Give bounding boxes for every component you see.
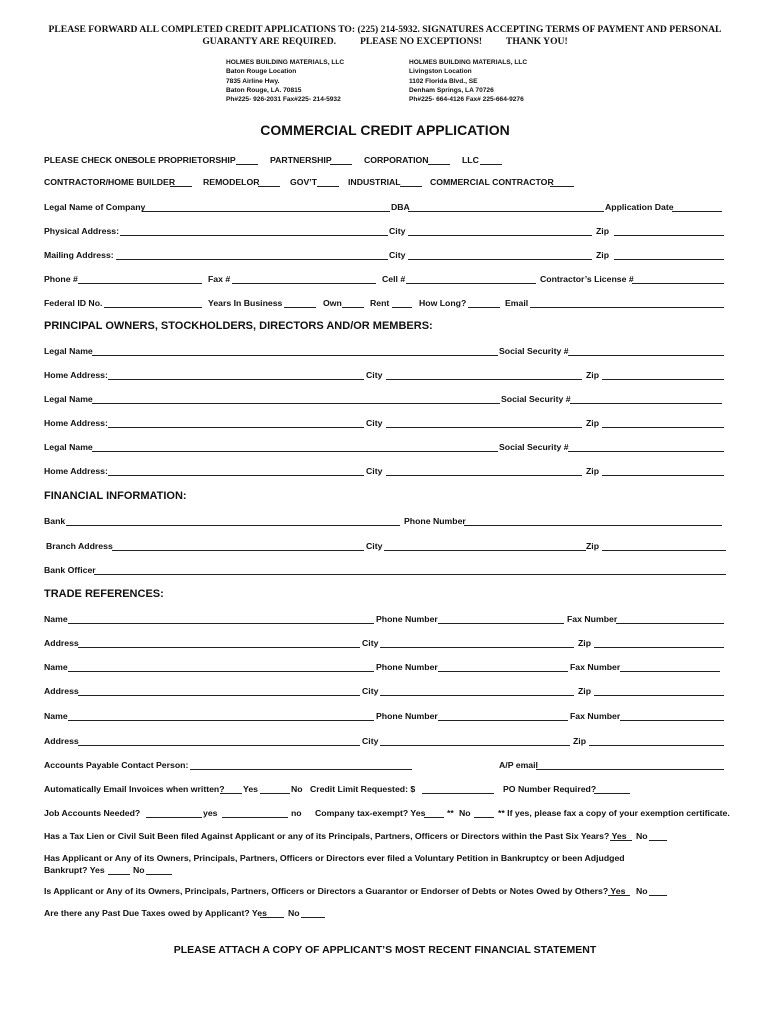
bank-label: Bank [44,516,66,526]
city-label: City [362,686,379,696]
ssn-label: Social Security # [499,346,569,356]
phone-number-label: Phone Number [376,662,438,672]
bankruptcy-yes-blank[interactable] [108,874,130,875]
trade-3-phone-field[interactable] [438,720,568,721]
yes-label: Yes [243,784,258,794]
mailing-address-field[interactable] [116,259,388,260]
tax-note: ** If yes, please fax a copy of your exemption certificate. [498,808,730,818]
owner-1-city-field[interactable] [386,379,582,380]
trade-1-city-field[interactable] [380,647,574,648]
owner-1-zip-field[interactable] [602,379,724,380]
sole-proprietorship-blank[interactable] [236,164,258,165]
owner-2-zip-field[interactable] [602,427,724,428]
street-address: 1102 Florida Blvd., SE [409,77,478,85]
job-accounts-label: Job Accounts Needed? [44,808,141,818]
bankruptcy-question-line-2: Bankrupt? Yes [44,865,105,875]
po-required-field[interactable] [594,793,630,794]
phone-fax: Ph#225- 664-4126 Fax# 225-664-9276 [409,96,524,104]
city-label: City [366,370,383,380]
city-label: City [362,736,379,746]
mailing-zip-field[interactable] [614,259,724,260]
phone-number-label: Phone Number [404,516,466,526]
option-govt: GOV’T [290,177,318,187]
how-long-label: How Long? [419,298,467,308]
trade-3-address-field[interactable] [78,745,360,746]
auto-email-yes-blank[interactable] [220,793,242,794]
zip-label: Zip [578,686,592,696]
phone-number-label: Phone Number [376,711,438,721]
tax-stars: ** [447,808,454,818]
application-date-label: Application Date [605,202,674,212]
trade-1-fax-field[interactable] [616,623,724,624]
corporation-blank[interactable] [428,164,450,165]
zip-label: Zip [586,370,600,380]
own-label: Own [323,298,342,308]
trade-2-zip-field[interactable] [594,695,724,696]
branch-address-field[interactable] [112,550,364,551]
job-accounts-yes-blank[interactable] [146,817,202,818]
trade-3-zip-field[interactable] [589,745,724,746]
tax-exempt-yes-blank[interactable] [424,817,444,818]
guarantor-question: Is Applicant or Any of its Owners, Principals, Partners, Officers or Directors a Guarantor or Endorser of Debts or Notes Owed by Others? Yes [44,886,626,896]
home-address-label: Home Address: [44,370,108,380]
notice-line-2: GUARANTY ARE REQUIRED. PLEASE NO EXCEPTIONS! THANK YOU! [202,36,568,47]
no-lower-label: no [291,808,302,818]
owner-1-address-field[interactable] [108,379,364,380]
option-remodelor: REMODELOR [203,177,260,187]
phone-field[interactable] [78,283,202,284]
dba-field[interactable] [408,211,604,212]
fax-label: Fax # [208,274,231,284]
owner-2-address-field[interactable] [108,427,364,428]
mailing-address-label: Mailing Address: [44,250,114,260]
location-name: Baton Rouge Location [226,68,297,76]
auto-email-no-blank[interactable] [260,793,290,794]
trade-1-name-field[interactable] [68,623,374,624]
dba-label: DBA [391,202,410,212]
header-notice [40,24,730,48]
auto-email-label: Automatically Email Invoices when written? [44,784,225,794]
owner-3-legal-name-field[interactable] [92,451,498,452]
legal-name-label: Legal Name of Company [44,202,146,212]
bankruptcy-question-line-1: Has Applicant or Any of its Owners, Principals, Partners, Officers or Directors ever filed a Voluntary Petition in Bankruptcy or been Adjudged [44,853,625,863]
trade-2-address-field[interactable] [78,695,360,696]
ssn-label: Social Security # [501,394,571,404]
city-label: City [362,638,379,648]
company-name: HOLMES BUILDING MATERIALS, LLC [226,59,345,66]
trade-references-heading: TRADE REFERENCES: [44,588,164,600]
owner-3-ssn-field[interactable] [568,451,724,452]
phone-number-label: Phone Number [376,614,438,624]
rent-field[interactable] [392,307,412,308]
address-label: Address [44,736,79,746]
yes-lower-label: yes [203,808,218,818]
trade-3-fax-field[interactable] [620,720,724,721]
years-in-business-label: Years In Business [208,298,283,308]
zip-label: Zip [573,736,587,746]
own-field[interactable] [342,307,364,308]
notice-line-1: PLEASE FORWARD ALL COMPLETED CREDIT APPLICATIONS TO: (225) 214-5932. SIGNATURES ACCEPTING TERMS OF PAYMENT AND PERSONAL [48,24,722,35]
remodelor-blank[interactable] [258,186,280,187]
trade-3-name-field[interactable] [68,720,374,721]
physical-zip-field[interactable] [614,235,724,236]
branch-city-field[interactable] [384,550,586,551]
guarantor-yes-blank[interactable] [608,895,630,896]
job-accounts-no-blank[interactable] [222,817,288,818]
trade-1-phone-field[interactable] [438,623,564,624]
name-label: Name [44,614,68,624]
form-title: COMMERCIAL CREDIT APPLICATION [260,122,510,138]
zip-label: Zip [586,541,600,551]
cell-label: Cell # [382,274,406,284]
option-commercial-contractor: COMMERCIAL CONTRACTOR [430,177,554,187]
owner-3-city-field[interactable] [386,475,582,476]
zip-label: Zip [586,466,600,476]
tax-lien-yes-blank[interactable] [610,840,632,841]
financial-statement-notice: PLEASE ATTACH A COPY OF APPLICANT’S MOST RECENT FINANCIAL STATEMENT [173,944,597,956]
tax-lien-question: Has a Tax Lien or Civil Suit Been filed Against Applicant or any of its Principals, Partners, Officers or Directors within the Past Six Years? Yes [44,831,627,841]
no-label: No [636,831,648,841]
guarantor-no-blank[interactable] [649,895,667,896]
tax-lien-no-blank[interactable] [649,840,667,841]
no-label: No [636,886,648,896]
branch-zip-field[interactable] [602,550,726,551]
owner-3-zip-field[interactable] [602,475,724,476]
bank-field[interactable] [66,525,400,526]
street-address: 7835 Airline Hwy. [226,77,280,85]
owner-3-address-field[interactable] [108,475,364,476]
physical-address-label: Physical Address: [44,226,120,236]
trade-2-phone-field[interactable] [438,671,568,672]
address-label: Address [44,686,79,696]
financial-heading: FINANCIAL INFORMATION: [44,490,187,502]
option-partnership: PARTNERSHIP [270,155,332,165]
owner-1-ssn-field[interactable] [568,355,724,356]
application-date-field[interactable] [672,211,722,212]
trade-2-fax-field[interactable] [620,671,720,672]
industrial-blank[interactable] [400,186,422,187]
phone-fax: Ph#225- 926-2031 Fax#225- 214-5932 [226,96,341,104]
contractor-blank[interactable] [170,186,192,187]
past-due-yes-blank[interactable] [260,917,284,918]
option-corporation: CORPORATION [364,155,429,165]
past-due-no-blank[interactable] [301,917,325,918]
mailing-city-field[interactable] [408,259,592,260]
option-sole-proprietorship: SOLE PROPRIETORSHIP [132,155,236,165]
zip-label: Zip [596,250,610,260]
govt-blank[interactable] [317,186,339,187]
fax-number-label: Fax Number [570,711,621,721]
option-industrial: INDUSTRIAL [348,177,401,187]
credit-limit-field[interactable] [422,793,494,794]
rent-label: Rent [370,298,390,308]
email-field[interactable] [530,307,724,308]
contractor-license-field[interactable] [632,283,724,284]
bank-officer-label: Bank Officer [44,565,96,575]
legal-name-field[interactable] [142,211,390,212]
city-state-zip: Baton Rouge, LA. 70815 [226,86,302,94]
trade-2-name-field[interactable] [68,671,374,672]
city-label: City [389,250,406,260]
ap-email-label: A/P email [499,760,538,770]
years-in-business-field[interactable] [284,307,316,308]
zip-label: Zip [578,638,592,648]
fax-number-label: Fax Number [570,662,621,672]
name-label: Name [44,662,68,672]
ap-email-field[interactable] [536,769,724,770]
po-required-label: PO Number Required? [503,784,597,794]
how-long-field[interactable] [468,307,500,308]
no-label: No [133,865,145,875]
company-name: HOLMES BUILDING MATERIALS, LLC [409,59,528,66]
city-label: City [366,466,383,476]
ap-contact-field[interactable] [190,769,412,770]
fax-number-label: Fax Number [567,614,618,624]
location-baton-rouge [226,58,344,104]
legal-name-label: Legal Name [44,394,93,404]
address-label: Address [44,638,79,648]
trade-2-city-field[interactable] [380,695,574,696]
owner-2-legal-name-field[interactable] [92,403,500,404]
bank-officer-field[interactable] [94,574,726,575]
credit-limit-label: Credit Limit Requested: $ [310,784,416,794]
no-label: No [291,784,303,794]
owners-heading: PRINCIPAL OWNERS, STOCKHOLDERS, DIRECTORS AND/OR MEMBERS: [44,320,433,332]
email-label: Email [505,298,529,308]
name-label: Name [44,711,68,721]
option-llc: LLC [462,155,479,165]
tax-exempt-label: Company tax-exempt? Yes [315,808,426,818]
location-name: Livingston Location [409,68,472,76]
owner-2-ssn-field[interactable] [570,403,722,404]
legal-name-label: Legal Name [44,346,93,356]
ap-contact-label: Accounts Payable Contact Person: [44,760,189,770]
physical-address-field[interactable] [120,235,388,236]
home-address-label: Home Address: [44,418,108,428]
ssn-label: Social Security # [499,442,569,452]
federal-id-field[interactable] [104,307,202,308]
city-label: City [366,418,383,428]
tax-exempt-no-blank[interactable] [474,817,494,818]
partnership-blank[interactable] [330,164,352,165]
no-label: No [288,908,300,918]
past-due-taxes-question: Are there any Past Due Taxes owed by Applicant? Yes [44,908,267,918]
bankruptcy-no-blank[interactable] [146,874,172,875]
legal-name-label: Legal Name [44,442,93,452]
tax-no-label: No [459,808,471,818]
owner-1-legal-name-field[interactable] [92,355,498,356]
bank-phone-field[interactable] [464,525,722,526]
city-label: City [366,541,383,551]
city-state-zip: Denham Springs, LA 70726 [409,86,494,94]
city-label: City [389,226,406,236]
trade-1-address-field[interactable] [78,647,360,648]
fax-field[interactable] [232,283,376,284]
physical-city-field[interactable] [408,235,592,236]
zip-label: Zip [596,226,610,236]
option-contractor: CONTRACTOR/HOME BUILDER [44,177,176,187]
commercial-contractor-blank[interactable] [550,186,574,187]
cell-field[interactable] [406,283,536,284]
home-address-label: Home Address: [44,466,108,476]
contractor-license-label: Contractor’s License # [540,274,634,284]
federal-id-label: Federal ID No. [44,298,103,308]
trade-1-zip-field[interactable] [594,647,724,648]
location-livingston [409,58,527,104]
branch-address-label: Branch Address [46,541,113,551]
phone-label: Phone # [44,274,78,284]
trade-3-city-field[interactable] [380,745,570,746]
check-one-prompt: PLEASE CHECK ONE: [44,155,137,165]
owner-2-city-field[interactable] [386,427,582,428]
zip-label: Zip [586,418,600,428]
llc-blank[interactable] [480,164,502,165]
